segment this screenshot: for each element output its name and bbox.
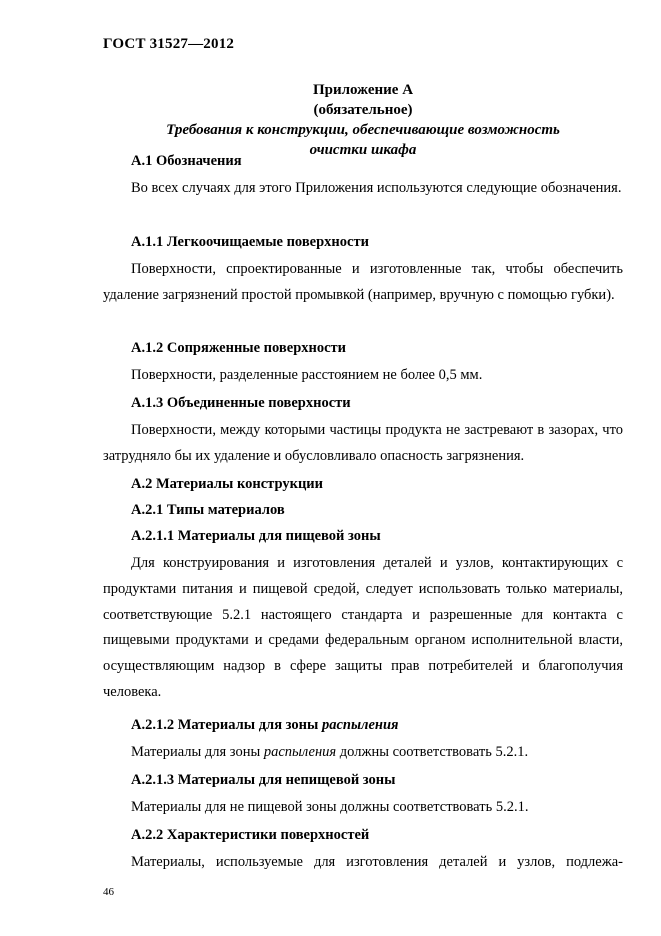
section-a1-text: Во всех случаях для этого Приложения используются следующие обозначения. (131, 180, 622, 196)
section-a13-text: Поверхности, между которыми частицы продукта не застревают в зазорах, что затрудняло бы их удаление и обусловливало опасность загрязнения. (103, 422, 623, 464)
standard-id: ГОСТ 31527—2012 (103, 36, 235, 52)
section-a212-text (103, 740, 623, 766)
section-a11-text: Поверхности, спроектированные и изготовленные так, чтобы обеспечить удаление загрязнений простой промывкой (например, вручную с помощью губки). (103, 261, 623, 303)
section-a212-text-prefix: Материалы для зоны (131, 744, 264, 760)
annex-header (103, 80, 623, 160)
section-a212-text-italic: распыления (263, 744, 337, 760)
section-a2-heading: А.2 Материалы конструкции (131, 476, 324, 492)
page-number: 46 (103, 886, 114, 898)
section-a212-heading (131, 716, 398, 734)
section-a22-text: Материалы, используемые для изготовления деталей и узлов, подлежа- (131, 854, 623, 870)
section-a21-heading: А.2.1 Типы материалов (131, 502, 285, 518)
section-a12-heading: А.1.2 Сопряженные поверхности (131, 340, 347, 356)
annex-status: (обязательное) (313, 102, 413, 118)
section-a212-heading-prefix: А.2.1.2 Материалы для зоны (131, 717, 322, 733)
annex-subtitle-line2: очистки шкафа (309, 142, 417, 158)
section-a11-heading: А.1.1 Легкоочищаемые поверхности (131, 234, 369, 250)
section-a213-heading: А.2.1.3 Материалы для непищевой зоны (131, 772, 396, 788)
annex-subtitle-line1: Требования к конструкции, обеспечивающие возможность (166, 122, 560, 138)
section-a213-text: Материалы для не пищевой зоны должны соответствовать 5.2.1. (131, 799, 529, 815)
section-a12-text: Поверхности, разделенные расстоянием не более 0,5 мм. (131, 367, 483, 383)
section-a13-heading: А.1.3 Объединенные поверхности (131, 395, 351, 411)
annex-title: Приложение А (312, 82, 414, 98)
section-a212-text-suffix: должны соответствовать 5.2.1. (336, 744, 529, 760)
section-a211-heading: А.2.1.1 Материалы для пищевой зоны (131, 528, 381, 544)
section-a211-text: Для конструирования и изготовления деталей и узлов, контактирующих с продуктами питания и пищевой средой, следует использовать только материалы, соответствующие 5.2.1 настоящего стандарта и разрешенные для контакта с пищевыми продуктами и средами федеральным органом исполнительной власти, осуществляющим надзор в сфере защиты прав потребителей и благополучия человека. (103, 555, 623, 700)
section-a22-heading: А.2.2 Характеристики поверхностей (131, 827, 370, 843)
section-a212-heading-italic: распыления (321, 717, 399, 733)
section-a1-heading: А.1 Обозначения (131, 153, 242, 169)
